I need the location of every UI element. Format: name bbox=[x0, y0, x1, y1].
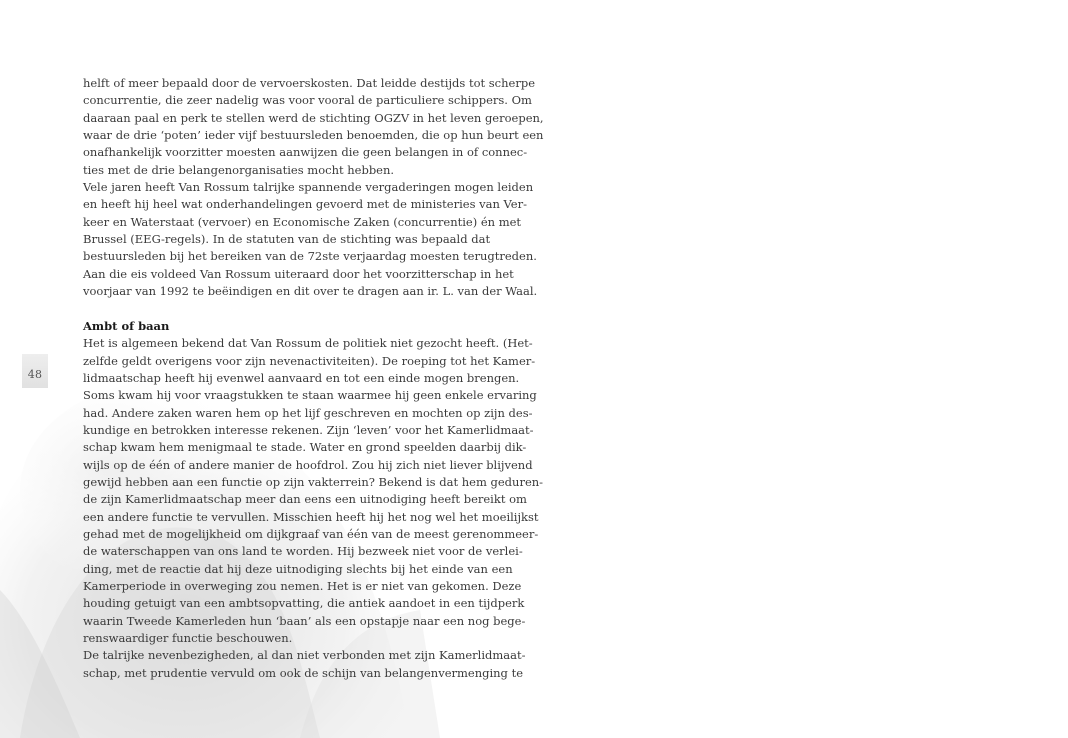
text-line: kundige en betrokken interesse rekenen. Zijn ‘leven’ voor het Kamerlidmaat- bbox=[83, 422, 534, 437]
text-line: de zijn Kamerlidmaatschap meer dan eens een uitnodiging heeft bereikt om bbox=[83, 492, 527, 507]
text-line: lidmaatschap heeft hij evenwel aanvaard en tot een einde mogen brengen. bbox=[83, 370, 520, 385]
text-line: Brussel (EEG-regels). In de statuten van de stichting was bepaald dat bbox=[83, 232, 491, 247]
page-number: 48 bbox=[27, 368, 43, 381]
text-line: gehad met de mogelijkheid om dijkgraaf van één van de meest gerenommeer- bbox=[83, 526, 539, 541]
text-line: onafhankelijk voorzitter moesten aanwijzen die geen belangen in of connec- bbox=[83, 145, 528, 160]
section-heading: Ambt of baan bbox=[83, 318, 170, 333]
text-line: ties met de drie belangenorganisaties mocht hebben. bbox=[83, 162, 395, 177]
paragraph-3 bbox=[83, 335, 544, 647]
paragraph-spacer bbox=[83, 300, 483, 317]
text-line: renswaardiger functie beschouwen. bbox=[83, 631, 293, 645]
text-line: Het is algemeen bekend dat Van Rossum de politiek niet gezocht heeft. (Het- bbox=[83, 336, 533, 351]
text-line: een andere functie te vervullen. Misschien heeft hij het nog wel het moeilijkst bbox=[83, 509, 539, 524]
text-line: voorjaar van 1992 te beëindigen en dit over te dragen aan ir. L. van der Waal. bbox=[83, 284, 538, 299]
text-line: De talrijke nevenbezigheden, al dan niet verbonden met zijn Kamerlidmaat- bbox=[83, 648, 526, 663]
text-line: had. Andere zaken waren hem op het lijf geschreven en mochten op zijn des- bbox=[83, 405, 533, 420]
text-line: schap kwam hem menigmaal te stade. Water en grond speelden daarbij dik- bbox=[83, 440, 527, 455]
text-line: wijls op de één of andere manier de hoofdrol. Zou hij zich niet liever blijvend bbox=[83, 457, 533, 472]
text-line: de waterschappen van ons land te worden. Hij bezweek niet voor de verlei- bbox=[83, 544, 523, 559]
paragraph-1 bbox=[83, 75, 544, 179]
text-line: gewijd hebben aan een functie op zijn vakterrein? Bekend is dat hem geduren- bbox=[83, 474, 544, 489]
text-line: helft of meer bepaald door de vervoerskosten. Dat leidde destijds tot scherpe bbox=[83, 76, 536, 90]
text-line: Vele jaren heeft Van Rossum talrijke spannende vergaderingen mogen leiden bbox=[83, 180, 534, 195]
text-line: ding, met de reactie dat hij deze uitnodiging slechts bij het einde van een bbox=[83, 561, 513, 576]
text-line: concurrentie, die zeer nadelig was voor vooral de particuliere schippers. Om bbox=[83, 93, 532, 108]
paragraph-2 bbox=[83, 179, 538, 300]
text-line: en heeft hij heel wat onderhandelingen gevoerd met de ministeries van Ver- bbox=[83, 197, 527, 212]
body-text-column bbox=[83, 75, 544, 682]
text-line: schap, met prudentie vervuld om ook de schijn van belangenvermenging te bbox=[83, 665, 523, 680]
text-line: zelfde geldt overigens voor zijn nevenactiviteiten). De roeping tot het Kamer- bbox=[83, 353, 536, 368]
text-line: bestuursleden bij het bereiken van de 72ste verjaardag moesten terugtreden. bbox=[83, 249, 537, 264]
text-line: daaraan paal en perk te stellen werd de stichting OGZV in het leven geroepen, bbox=[83, 110, 544, 125]
text-line: waarin Tweede Kamerleden hun ‘baan’ als een opstapje naar een nog bege- bbox=[83, 613, 526, 628]
text-line: keer en Waterstaat (vervoer) en Economische Zaken (concurrentie) én met bbox=[83, 214, 522, 229]
text-line: Aan die eis voldeed Van Rossum uiteraard door het voorzitterschap in het bbox=[83, 266, 514, 281]
paragraph-4 bbox=[83, 647, 526, 682]
text-line: houding getuigt van een ambtsopvatting, die antiek aandoet in een tijdperk bbox=[83, 596, 525, 611]
text-line: waar de drie ‘poten’ ieder vijf bestuursleden benoemden, die op hun beurt een bbox=[83, 128, 544, 143]
text-line: Kamerperiode in overweging zou nemen. Het is er niet van gekomen. Deze bbox=[83, 578, 522, 593]
text-line: Soms kwam hij voor vraagstukken te staan waarmee hij geen enkele ervaring bbox=[83, 388, 537, 403]
